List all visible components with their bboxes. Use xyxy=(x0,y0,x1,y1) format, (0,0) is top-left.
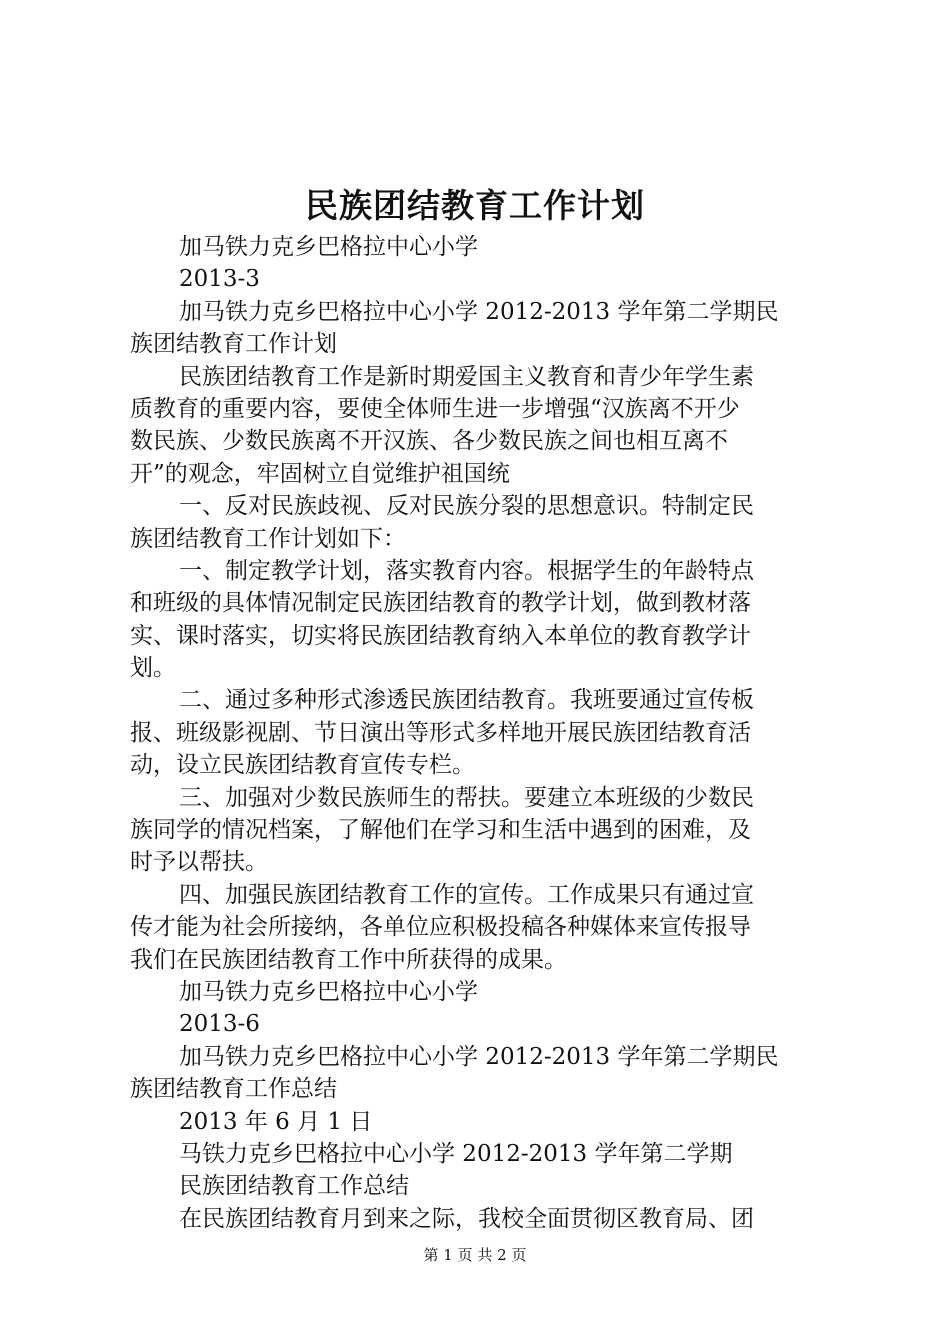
text-line: 时予以帮扶。 xyxy=(130,849,268,876)
text-line: 加马铁力克乡巴格拉中心小学 xyxy=(179,234,478,260)
text-line: 和班级的具体情况制定民族团结教育的教学计划，做到教材落 xyxy=(130,590,751,617)
text-line: 族团结教育工作计划如下： xyxy=(130,525,406,552)
text-line: 开”的观念，牢固树立自觉维护祖国统 xyxy=(130,460,510,487)
text-line: 加马铁力克乡巴格拉中心小学 2012-2013 学年第二学期民 xyxy=(179,1043,779,1070)
text-line: 报、班级影视剧、节日演出等形式多样地开展民族团结教育活 xyxy=(130,719,751,746)
document-body xyxy=(130,231,834,1235)
text-line: 2013-6 xyxy=(179,1011,260,1038)
text-line: 四、加强民族团结教育工作的宣传。工作成果只有通过宣 xyxy=(179,881,754,908)
text-line: 马铁力克乡巴格拉中心小学 2012-2013 学年第二学期 xyxy=(179,1140,733,1167)
document-title: 民族团结教育工作计划 xyxy=(305,186,645,225)
text-line: 族团结教育工作总结 xyxy=(130,1076,337,1103)
text-line: 一、制定教学计划，落实教育内容。根据学生的年龄特点 xyxy=(179,557,754,584)
text-line: 动，设立民族团结教育宣传专栏。 xyxy=(130,752,475,779)
text-line: 三、加强对少数民族师生的帮扶。要建立本班级的少数民 xyxy=(179,784,754,811)
text-line: 我们在民族团结教育工作中所获得的成果。 xyxy=(130,946,567,973)
text-line: 2013 年 6 月 1 日 xyxy=(179,1108,373,1135)
text-line: 民族团结教育工作总结 xyxy=(179,1173,409,1200)
text-line: 质教育的重要内容，要使全体师生进一步增强“汉族离不开少 xyxy=(130,395,740,422)
text-line: 加马铁力克乡巴格拉中心小学 xyxy=(179,978,478,1005)
text-line: 民族团结教育工作是新时期爱国主义教育和青少年学生素 xyxy=(179,363,754,390)
text-line: 二、通过多种形式渗透民族团结教育。我班要通过宣传板 xyxy=(179,687,754,714)
page-footer: 第 1 页 共 2 页 xyxy=(423,1246,527,1264)
text-line: 族同学的情况档案，了解他们在学习和生活中遇到的困难，及 xyxy=(130,817,751,844)
text-line: 一、反对民族歧视、反对民族分裂的思想意识。特制定民 xyxy=(179,493,754,520)
text-line: 实、课时落实，切实将民族团结教育纳入本单位的教育教学计 xyxy=(130,622,751,649)
text-line: 族团结教育工作计划 xyxy=(130,331,337,358)
text-line: 数民族、少数民族离不开汉族、各少数民族之间也相互离不 xyxy=(130,428,728,455)
text-line: 加马铁力克乡巴格拉中心小学 2012-2013 学年第二学期民 xyxy=(179,298,779,325)
text-line: 传才能为社会所接纳，各单位应积极投稿各种媒体来宣传报导 xyxy=(130,914,751,941)
text-line: 划。 xyxy=(130,655,176,682)
text-line: 2013-3 xyxy=(179,266,260,293)
text-line: 在民族团结教育月到来之际，我校全面贯彻区教育局、团 xyxy=(179,1205,754,1232)
